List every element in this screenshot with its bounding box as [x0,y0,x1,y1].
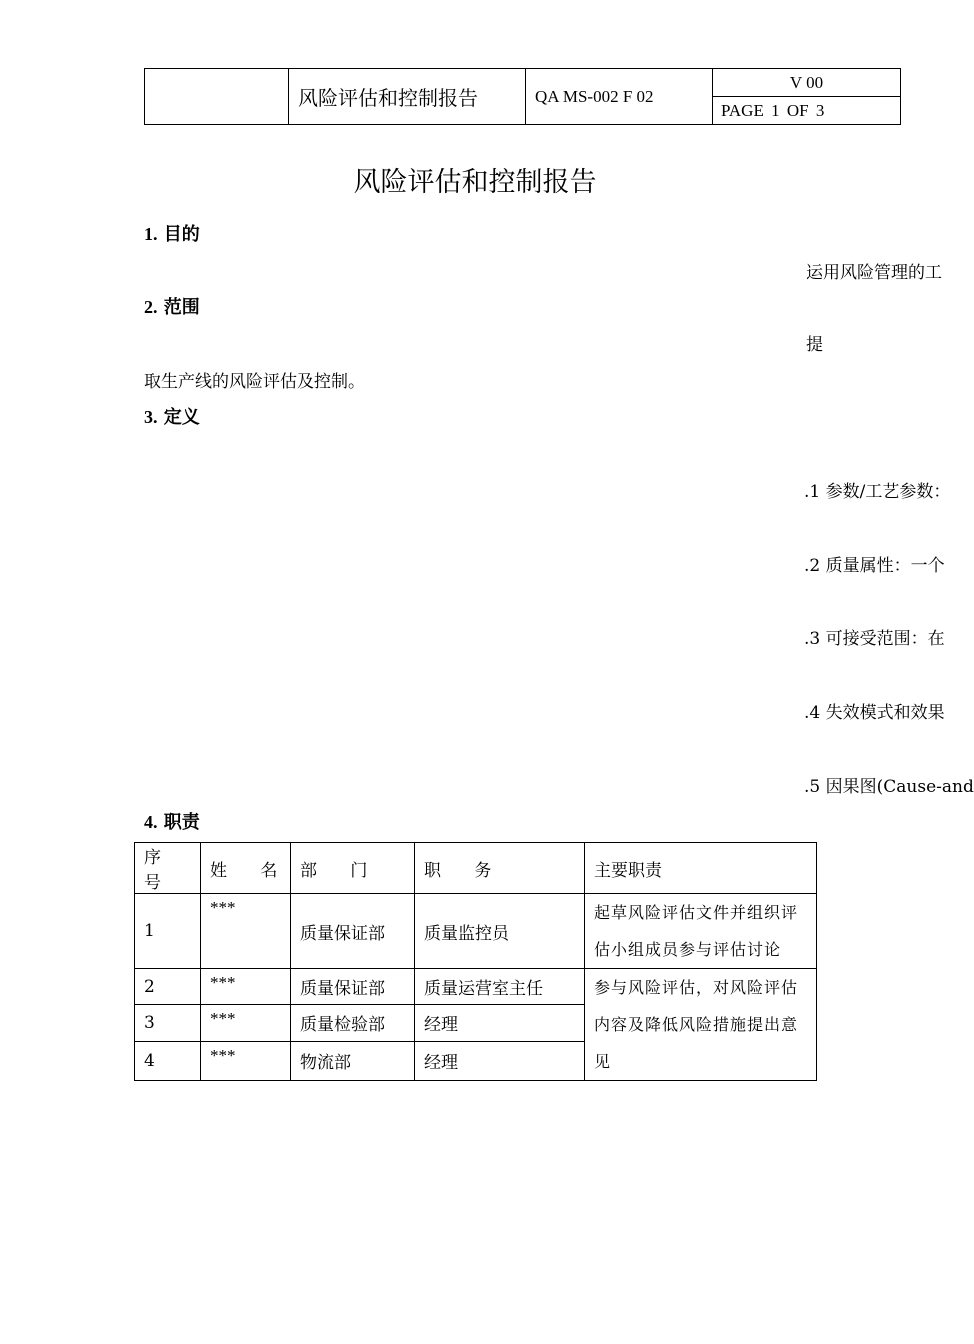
section-title: 范围 [163,297,200,318]
cell-duties-shared: 参与风险评估，对风险评估内容及降低风险措施提出意见 [585,969,817,1081]
purpose-text: 运用风险管理的工 [806,263,942,283]
definition-item: .4 失效模式和效果 [804,703,945,723]
column-header-position: 职 务 [415,843,585,894]
cell-number: 1 [135,894,201,969]
cell-position: 质量运营室主任 [415,969,585,1005]
cell-number: 2 [135,969,201,1005]
scope-text-start: 提 [806,335,823,355]
header-page-number: PAGE 1 OF 3 [713,97,901,125]
section-number: 1. [144,224,158,244]
column-header-duties: 主要职责 [585,843,817,894]
column-header-number: 序 号 [135,843,201,894]
header-version: V 00 [713,69,901,97]
definition-item: .5 因果图(Cause-and [804,777,974,797]
definition-item: .1 参数/工艺参数： [804,482,951,502]
header-doc-code: QA MS-002 F 02 [526,69,713,125]
table-row [135,894,817,969]
cell-number: 3 [135,1005,201,1041]
cell-position: 经理 [415,1005,585,1041]
cell-duties: 起草风险评估文件并组织评估小组成员参与评估讨论 [585,894,817,969]
section-heading-purpose [144,220,200,246]
section-number: 4. [144,812,158,832]
section-heading-scope [144,293,200,319]
section-title: 定义 [163,407,200,428]
column-header-name: 姓 名 [201,843,291,894]
scope-text-continued: 取生产线的风险评估及控制。 [144,372,365,392]
column-header-department: 部 门 [291,843,415,894]
header-title: 风险评估和控制报告 [289,69,526,125]
cell-department: 质量保证部 [291,894,415,969]
section-title: 职责 [163,812,200,833]
section-heading-definitions [144,403,200,429]
table-row [135,969,817,1005]
document-title: 风险评估和控制报告 [353,167,597,198]
cell-name: *** [201,1041,291,1080]
responsibility-table [134,842,817,1081]
cell-number: 4 [135,1041,201,1080]
section-heading-responsibilities [144,808,200,834]
cell-name: *** [201,894,291,969]
definition-item: .2 质量属性：一个 [804,556,945,576]
cell-name: *** [201,969,291,1005]
table-header-row [135,843,817,894]
definition-item: .3 可接受范围：在 [804,629,945,649]
cell-department: 物流部 [291,1041,415,1080]
cell-position: 经理 [415,1041,585,1080]
cell-position: 质量监控员 [415,894,585,969]
section-number: 2. [144,297,158,317]
cell-department: 质量保证部 [291,969,415,1005]
cell-department: 质量检验部 [291,1005,415,1041]
cell-name: *** [201,1005,291,1041]
document-header-table [144,68,901,125]
section-number: 3. [144,407,158,427]
header-logo-cell [145,69,289,125]
section-title: 目的 [163,224,200,245]
